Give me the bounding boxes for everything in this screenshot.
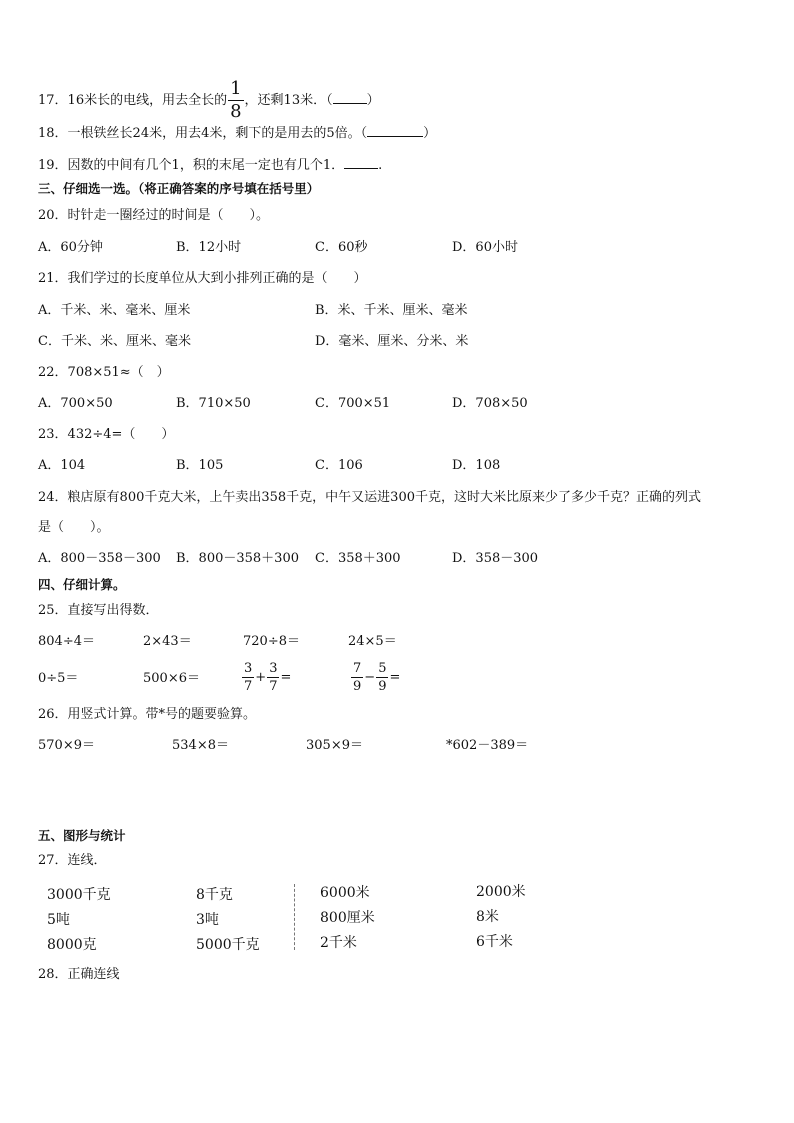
q21-option-a[interactable]: A．千米、米、毫米、厘米 <box>38 303 191 318</box>
question-25-stem: 25．直接写出得数． <box>38 603 159 618</box>
q25-item-4: 24×5＝ <box>348 634 397 649</box>
q17-text-post: ，还剩13米．（ <box>244 93 333 108</box>
question-18: 18．一根铁丝长24米，用去4米，剩下的是用去的5倍。（ ） <box>38 126 437 141</box>
section-5-heading: 五、图形与统计 <box>38 828 126 843</box>
q24-option-c[interactable]: C．358＋300 <box>315 551 401 566</box>
q21-option-d[interactable]: D．毫米、厘米、分米、米 <box>315 334 469 349</box>
q20-option-b[interactable]: B．12小时 <box>176 240 242 255</box>
question-22-stem: 22．708×51≈（ ） <box>38 365 170 380</box>
fraction-one-eighth: $\frac{1}{8}$ <box>230 78 242 122</box>
q25-item-6: 500×6＝ <box>143 671 200 686</box>
question-24-stem-line2: 是（ ）。 <box>38 520 110 535</box>
match-col4-item-2[interactable]: 8米 <box>476 909 499 925</box>
match-col2-item-2[interactable]: 3吨 <box>196 912 219 928</box>
q24-option-d[interactable]: D．358－300 <box>452 551 539 566</box>
q22-option-d[interactable]: D．708×50 <box>452 396 528 411</box>
fraction-7-9: $\frac{7}{9}$ <box>353 661 362 694</box>
match-col3-item-1[interactable]: 6000米 <box>320 885 370 901</box>
fraction-3-7-b: $\frac{3}{7}$ <box>269 661 278 694</box>
match-col1-item-3[interactable]: 8000克 <box>47 937 97 953</box>
question-17: 17．16米长的电线，用去全长的 $\frac{1}{8}$ ，还剩13米．（ ） <box>38 78 380 122</box>
q24-option-b[interactable]: B．800－358＋300 <box>176 551 299 566</box>
q26-item-3: 305×9＝ <box>306 738 363 753</box>
match-col2-item-1[interactable]: 8千克 <box>196 887 233 903</box>
q21-option-c[interactable]: C．千米、米、厘米、毫米 <box>38 334 191 349</box>
section-3-heading: 三、仔细选一选。（将正确答案的序号填在括号里） <box>38 181 320 196</box>
q26-item-4: *602－389＝ <box>446 738 529 753</box>
q23-option-d[interactable]: D．108 <box>452 458 501 473</box>
match-col4-item-3[interactable]: 6千米 <box>476 934 513 950</box>
q25-item-3: 720÷8＝ <box>243 634 300 649</box>
match-col1-item-2[interactable]: 5吨 <box>47 912 70 928</box>
match-col3-item-3[interactable]: 2千米 <box>320 935 357 951</box>
q20-option-a[interactable]: A．60分钟 <box>38 240 103 255</box>
q26-item-1: 570×9＝ <box>38 738 95 753</box>
q23-option-a[interactable]: A．104 <box>38 458 86 473</box>
q23-option-b[interactable]: B．105 <box>176 458 224 473</box>
q25-item-1: 804÷4＝ <box>38 634 95 649</box>
q22-option-a[interactable]: A．700×50 <box>38 396 113 411</box>
section-4-heading: 四、仔细计算。 <box>38 577 126 592</box>
question-21-stem: 21．我们学过的长度单位从大到小排列正确的是（ ） <box>38 271 367 286</box>
q26-item-2: 534×8＝ <box>172 738 229 753</box>
q25-item-2: 2×43＝ <box>143 634 192 649</box>
match-col4-item-1[interactable]: 2000米 <box>476 884 526 900</box>
match-col1-item-1[interactable]: 3000千克 <box>47 887 111 903</box>
match-col2-item-3[interactable]: 5000千克 <box>196 937 260 953</box>
question-27-stem: 27．连线． <box>38 853 107 868</box>
q20-option-d[interactable]: D．60小时 <box>452 240 518 255</box>
q24-option-a[interactable]: A．800－358－300 <box>38 551 161 566</box>
q20-option-c[interactable]: C．60秒 <box>315 240 368 255</box>
q23-option-c[interactable]: C．106 <box>315 458 363 473</box>
question-23-stem: 23．432÷4=（ ） <box>38 427 175 442</box>
fraction-5-9: $\frac{5}{9}$ <box>378 661 387 694</box>
match-col3-item-2[interactable]: 800厘米 <box>320 910 375 926</box>
q25-item-5: 0÷5＝ <box>38 671 79 686</box>
q19-answer-blank[interactable] <box>344 156 378 169</box>
question-20-stem: 20．时针走一圈经过的时间是（ ）。 <box>38 208 270 223</box>
q22-option-c[interactable]: C．700×51 <box>315 396 391 411</box>
question-19: 19．因数的中间有几个1，积的末尾一定也有几个1． . <box>38 158 383 173</box>
question-26-stem: 26．用竖式计算。带*号的题要验算。 <box>38 707 257 722</box>
question-28-stem: 28．正确连线 <box>38 967 120 982</box>
q18-answer-blank[interactable] <box>367 124 423 137</box>
q17-answer-blank[interactable] <box>333 91 367 104</box>
q25-fraction-sum: $\frac{3}{7}$ + $\frac{3}{7}$ = <box>244 661 292 694</box>
match-divider <box>294 884 295 950</box>
q22-option-b[interactable]: B．710×50 <box>176 396 251 411</box>
question-24-stem-line1: 24．粮店原有800千克大米，上午卖出358千克，中午又运进300千克，这时大米比原来少了多少千克？正确的列式 <box>38 490 701 505</box>
q21-option-b[interactable]: B．米、千米、厘米、毫米 <box>315 303 468 318</box>
q17-text-pre: 17．16米长的电线，用去全长的 <box>38 93 228 108</box>
q25-fraction-diff: $\frac{7}{9}$ − $\frac{5}{9}$ = <box>353 661 401 694</box>
fraction-3-7-a: $\frac{3}{7}$ <box>244 661 253 694</box>
